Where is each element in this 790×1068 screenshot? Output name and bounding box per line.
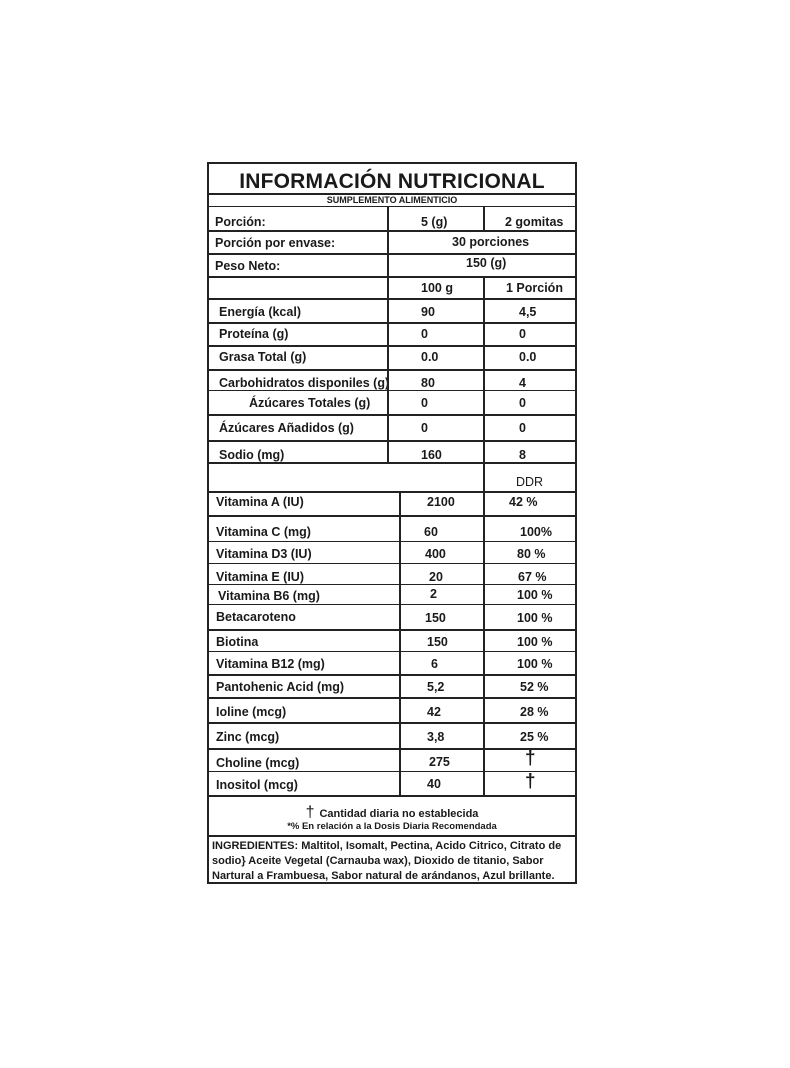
vitamin-amount: 6 xyxy=(431,657,438,671)
vitamin-amount: 3,8 xyxy=(427,730,445,744)
vitamin-ddr: 25 % xyxy=(520,730,549,744)
divider xyxy=(209,795,575,797)
footnote-dagger-text: Cantidad diaria no establecida xyxy=(319,808,479,820)
vitamin-name: Zinc (mcg) xyxy=(216,730,280,744)
nutrient-name: Carbohidratos disponiles (g) xyxy=(219,376,390,390)
nutrient-per-100g: 160 xyxy=(421,448,442,462)
vitamin-amount: 40 xyxy=(427,777,441,791)
column-separator xyxy=(483,206,485,230)
per-container-label: Porción por envase: xyxy=(215,236,336,250)
vitamin-ddr: 28 % xyxy=(520,705,549,719)
column-header-100g: 100 g xyxy=(421,281,453,295)
column-separator xyxy=(387,230,389,276)
divider xyxy=(209,253,575,255)
vitamin-name: Biotina xyxy=(216,635,259,649)
nutrient-per-portion: 8 xyxy=(519,448,526,462)
vitamin-ddr: 100% xyxy=(520,525,552,539)
vitamin-name: Pantohenic Acid (mg) xyxy=(216,680,345,694)
nutrient-per-portion: 0 xyxy=(519,421,526,435)
portion-label: Porción: xyxy=(215,215,266,229)
column-separator xyxy=(483,276,485,462)
dagger-icon: † xyxy=(305,804,315,821)
divider xyxy=(209,390,575,391)
nutrient-per-100g: 80 xyxy=(421,376,435,390)
divider xyxy=(209,515,575,517)
divider xyxy=(209,651,575,652)
vitamin-amount: 42 xyxy=(427,705,441,719)
vitamin-amount: 275 xyxy=(429,755,450,769)
nutrient-per-100g: 0 xyxy=(421,396,428,410)
vitamin-ddr: 100 % xyxy=(517,657,553,671)
divider xyxy=(209,629,575,631)
per-container-value: 30 porciones xyxy=(452,235,530,249)
divider xyxy=(209,584,575,585)
nutrient-per-100g: 0.0 xyxy=(421,350,439,364)
nutrient-per-portion: 4 xyxy=(519,376,526,390)
net-weight-label: Peso Neto: xyxy=(215,259,281,273)
nutrient-per-100g: 90 xyxy=(421,305,435,319)
nutrient-name: Proteína (g) xyxy=(219,327,289,341)
vitamin-ddr: 80 % xyxy=(517,547,546,561)
vitamin-name: Ioline (mcg) xyxy=(216,705,287,719)
divider xyxy=(209,276,575,278)
vitamin-amount: 400 xyxy=(425,547,446,561)
vitamin-ddr-dagger: † xyxy=(525,771,536,792)
vitamin-name: Inositol (mcg) xyxy=(216,778,298,792)
column-separator xyxy=(483,462,485,491)
divider xyxy=(209,345,575,347)
vitamin-ddr: 100 % xyxy=(517,588,553,602)
vitamin-ddr-dagger: † xyxy=(525,748,536,769)
net-weight-value: 150 (g) xyxy=(466,256,507,270)
nutrient-name: Grasa Total (g) xyxy=(219,350,307,364)
nutrient-per-100g: 0 xyxy=(421,327,428,341)
vitamin-name: Vitamina A (IU) xyxy=(216,495,304,509)
divider xyxy=(209,541,575,542)
nutrient-per-portion: 4,5 xyxy=(519,305,537,319)
divider xyxy=(209,835,575,837)
vitamin-amount: 150 xyxy=(425,611,446,625)
divider xyxy=(209,230,575,232)
label-subtitle: SUMPLEMENTO ALIMENTICIO xyxy=(326,195,458,205)
nutrition-facts-label xyxy=(207,162,577,884)
vitamin-ddr: 42 % xyxy=(509,495,538,509)
portion-grams: 5 (g) xyxy=(421,215,448,229)
divider xyxy=(209,563,575,564)
column-separator xyxy=(387,276,389,462)
nutrient-per-portion: 0 xyxy=(519,396,526,410)
divider xyxy=(209,462,575,464)
vitamin-name: Choline (mcg) xyxy=(216,756,300,770)
nutrient-name: Sodio (mg) xyxy=(219,448,285,462)
vitamin-amount: 20 xyxy=(429,570,443,584)
vitamin-ddr: 52 % xyxy=(520,680,549,694)
divider xyxy=(209,722,575,724)
divider xyxy=(209,206,575,207)
vitamin-ddr: 100 % xyxy=(517,611,553,625)
vitamin-name: Vitamina C (mg) xyxy=(216,525,311,539)
nutrient-name-indented: Ázúcares Totales (g) xyxy=(249,396,371,410)
column-separator xyxy=(387,206,389,230)
vitamin-amount: 150 xyxy=(427,635,448,649)
divider xyxy=(209,674,575,676)
vitamin-ddr: 67 % xyxy=(518,570,547,584)
column-separator xyxy=(483,491,485,795)
vitamin-name: Vitamina E (IU) xyxy=(216,570,304,584)
nutrient-per-100g: 0 xyxy=(421,421,428,435)
divider xyxy=(209,771,575,772)
nutrient-per-portion: 0.0 xyxy=(519,350,537,364)
divider xyxy=(209,748,575,750)
vitamin-ddr: 100 % xyxy=(517,635,553,649)
divider xyxy=(209,298,575,300)
ingredients-text: INGREDIENTES: Maltitol, Isomalt, Pectina, Acido Citrico, Citrato de sodio} Aceite Vegetal (Carnauba wax), Dioxido de titanio, Sabor Nartural a Frambuesa, Sabor natural de arándanos, Azul brillante. xyxy=(212,840,562,882)
column-header-ddr: DDR xyxy=(516,475,544,489)
divider xyxy=(209,414,575,416)
vitamin-amount: 5,2 xyxy=(427,680,445,694)
divider xyxy=(209,604,575,605)
divider xyxy=(209,440,575,442)
divider xyxy=(209,697,575,699)
vitamin-name: Vitamina B12 (mg) xyxy=(216,657,325,671)
vitamin-name: Betacaroteno xyxy=(216,610,296,624)
vitamin-amount: 60 xyxy=(424,525,438,539)
divider xyxy=(209,491,575,493)
vitamin-name: Vitamina B6 (mg) xyxy=(218,589,320,603)
nutrient-per-portion: 0 xyxy=(519,327,526,341)
vitamin-amount: 2 xyxy=(430,587,437,601)
column-header-portion: 1 Porción xyxy=(506,281,563,295)
nutrient-name: Energía (kcal) xyxy=(219,305,301,319)
divider xyxy=(209,369,575,371)
column-separator xyxy=(399,491,401,795)
footnote-percent: *% En relación a la Dosis Diaria Recomendada xyxy=(287,821,497,832)
vitamin-amount: 2100 xyxy=(427,495,455,509)
footnote-dagger xyxy=(209,804,575,822)
nutrient-name: Ázúcares Añadidos (g) xyxy=(219,421,354,435)
divider xyxy=(209,322,575,324)
portion-units: 2 gomitas xyxy=(505,215,564,229)
vitamin-name: Vitamina D3 (IU) xyxy=(216,547,312,561)
label-title: INFORMACIÓN NUTRICIONAL xyxy=(239,170,545,193)
